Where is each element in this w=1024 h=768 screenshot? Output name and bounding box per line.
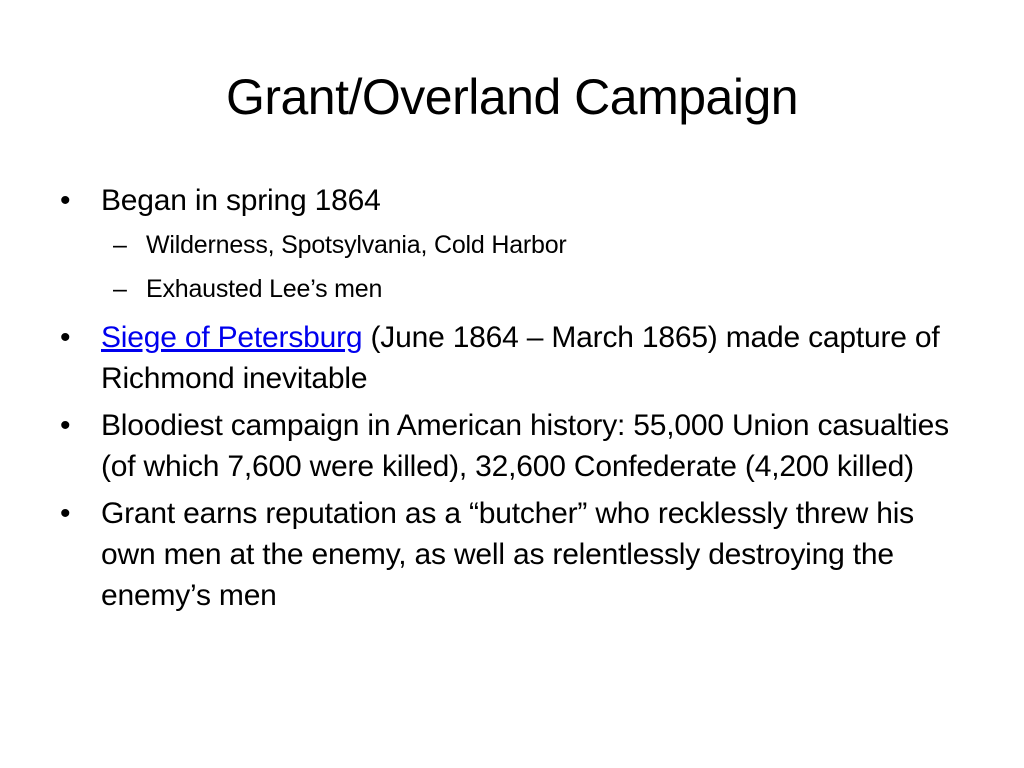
bullet-item-2: [60, 317, 960, 399]
bullet-list: [60, 180, 960, 616]
sub-bullet-list: [101, 223, 960, 311]
bullet-text: Began in spring 1864: [101, 184, 381, 217]
sub-bullet-item-1: [101, 223, 960, 267]
bullet-item-4: [60, 493, 960, 616]
bullet-dot-icon: •: [60, 497, 71, 530]
bullet-text: Grant earns reputation as a “butcher” who recklessly threw his own men at the enemy, as well as relentlessly destroying the enemy’s men: [101, 497, 914, 612]
bullet-dot-icon: •: [60, 409, 71, 442]
bullet-text: (June 1864 – March 1865) made capture of Richmond inevitable: [101, 321, 940, 395]
bullet-item-3: [60, 405, 960, 487]
siege-of-petersburg-link[interactable]: Siege of Petersburg: [101, 321, 363, 354]
sub-bullet-dash-icon: –: [113, 275, 127, 303]
bullet-item-1: [60, 180, 960, 311]
sub-bullet-text: Wilderness, Spotsylvania, Cold Harbor: [146, 231, 567, 259]
bullet-text: Bloodiest campaign in American history: 55,000 Union casualties (of which 7,600 were killed), 32,600 Confederate (4,200 killed): [101, 409, 949, 483]
bullet-dot-icon: •: [60, 184, 71, 217]
sub-bullet-dash-icon: –: [113, 231, 127, 259]
sub-bullet-item-2: [101, 267, 960, 311]
slide-title: Grant/Overland Campaign: [225, 69, 799, 125]
slide-content: [60, 180, 960, 622]
sub-bullet-text: Exhausted Lee’s men: [146, 275, 383, 303]
bullet-dot-icon: •: [60, 321, 71, 354]
